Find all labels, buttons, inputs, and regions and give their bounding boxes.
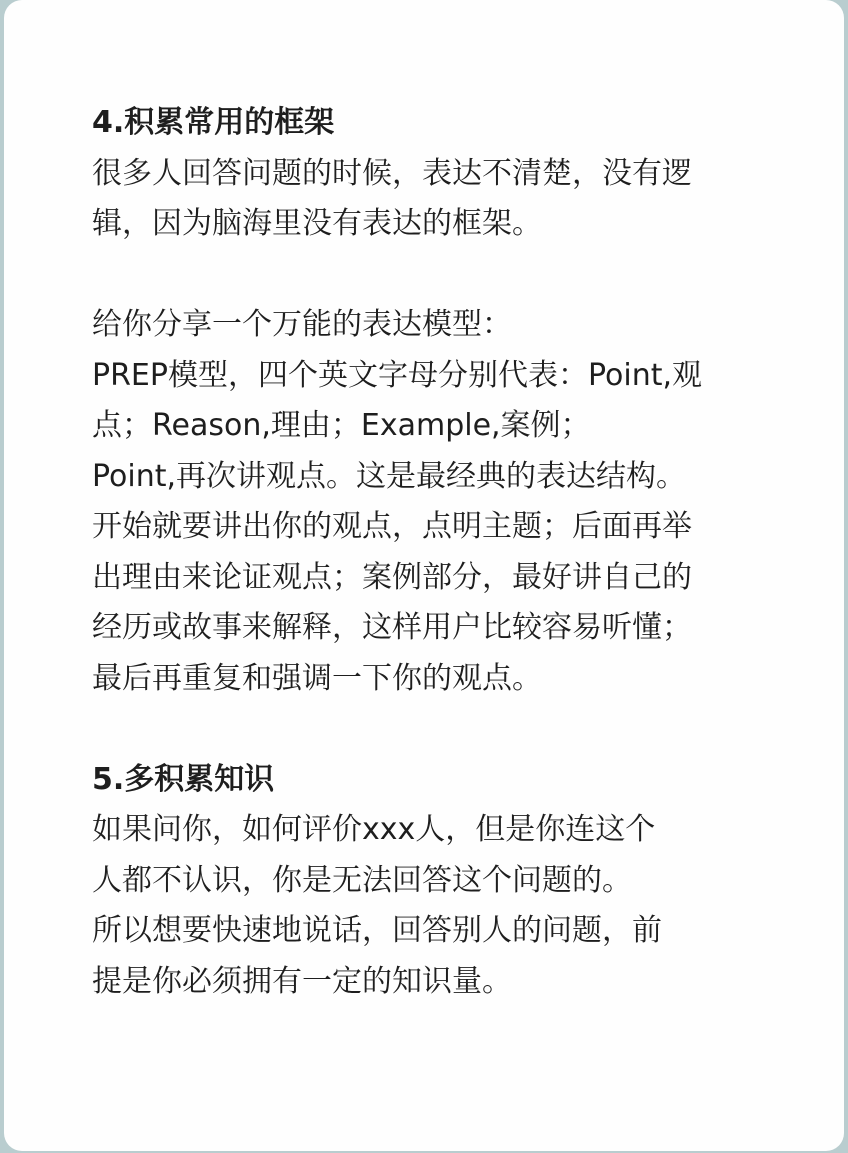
section-4-text-line: 最后再重复和强调一下你的观点。 — [92, 660, 542, 696]
section-4-heading: 4.积累常用的框架 — [92, 105, 335, 140]
section-4-text-line: 给你分享一个万能的表达模型： — [92, 307, 512, 342]
content-card — [4, 0, 844, 1151]
section-5-text-line: 人都不认识，你是无法回答这个问题的。 — [92, 862, 632, 898]
section-4-text-line: 经历或故事来解释，这样用户比较容易听懂； — [92, 610, 692, 645]
section-5-text-line: 所以想要快速地说话，回答别人的问题，前 — [92, 913, 662, 948]
section-5-text-line: 提是你必须拥有一定的知识量。 — [92, 963, 512, 999]
section-4-text-line: Point,再次讲观点。这是最经典的表达结构。 — [92, 458, 687, 494]
section-5-text-line: 如果问你，如何评价xxx人，但是你连这个 — [92, 812, 656, 847]
section-4-text-line: 很多人回答问题的时候，表达不清楚，没有逻 — [92, 155, 692, 191]
paragraph-spacer — [92, 250, 812, 301]
article-body — [92, 98, 812, 1007]
section-5-heading: 5.多积累知识 — [92, 761, 275, 797]
section-4-text-line: 出理由来论证观点；案例部分，最好讲自己的 — [92, 559, 692, 595]
section-4-text-line: 点；Reason,理由；Example,案例； — [92, 408, 591, 443]
section-4-text-line: 辑，因为脑海里没有表达的框架。 — [92, 206, 542, 241]
section-4-text-line: 开始就要讲出你的观点，点明主题；后面再举 — [92, 509, 692, 544]
paragraph-spacer — [92, 704, 812, 755]
section-4-text-line: PREP模型，四个英文字母分别代表：Point,观 — [92, 357, 703, 393]
